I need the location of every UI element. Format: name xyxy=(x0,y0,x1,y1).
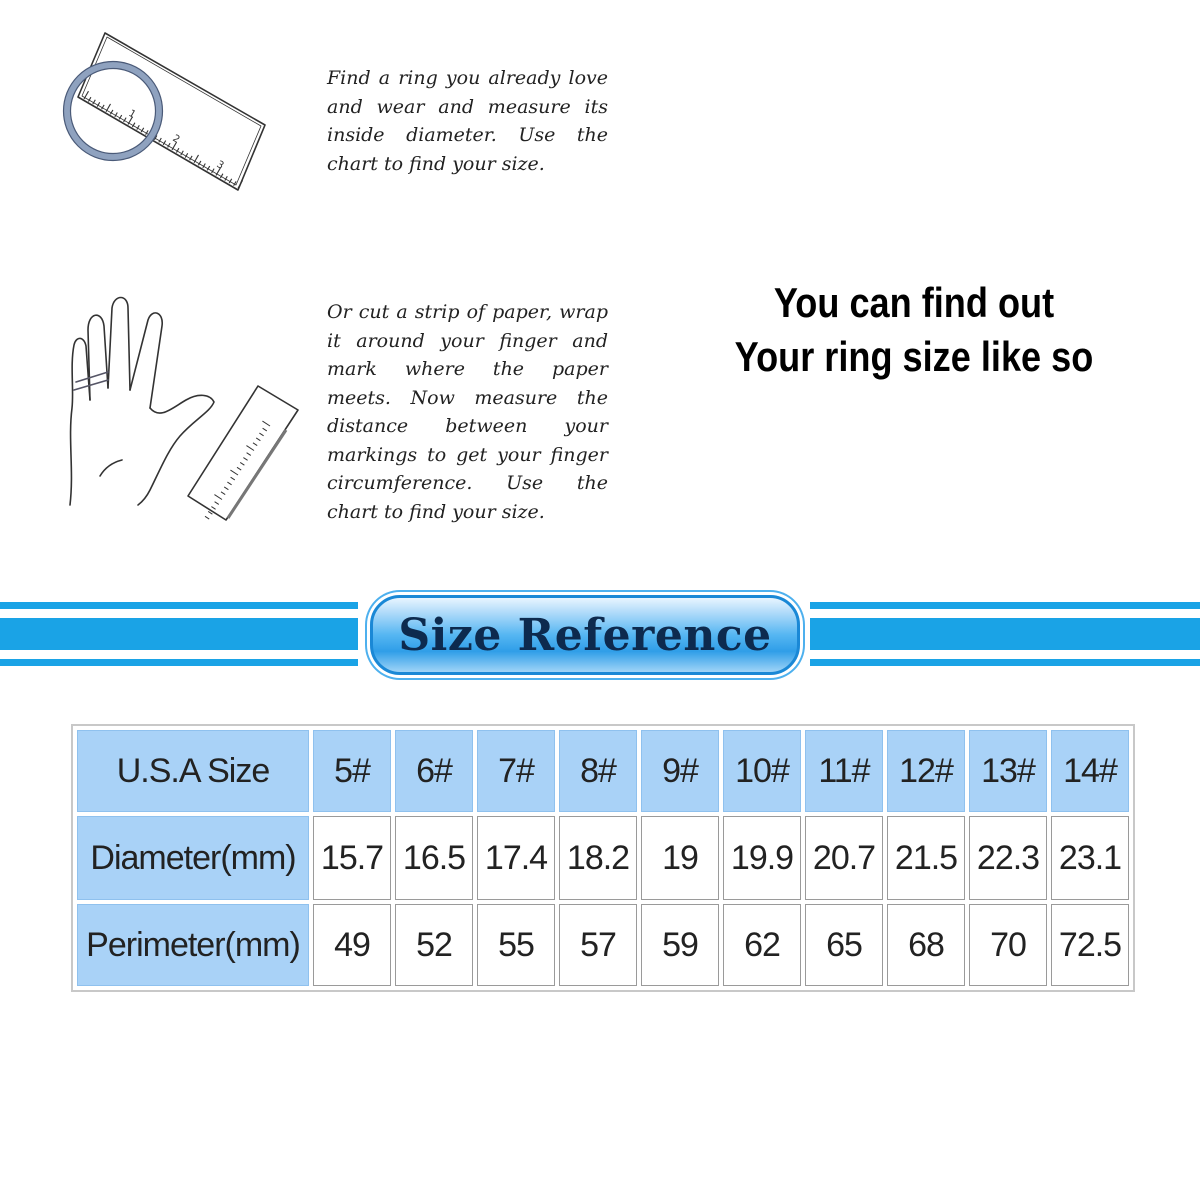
ruler-mark-1: 1 xyxy=(126,108,138,121)
table-cell: 62 xyxy=(723,904,801,986)
size-header-cell: 12# xyxy=(887,730,965,812)
table-cell: 65 xyxy=(805,904,883,986)
size-table xyxy=(71,724,1135,992)
size-reference-banner xyxy=(370,595,800,675)
size-header-cell: 8# xyxy=(559,730,637,812)
table-row xyxy=(77,730,1129,812)
table-row xyxy=(77,816,1129,900)
table-cell: 20.7 xyxy=(805,816,883,900)
size-header-cell: 9# xyxy=(641,730,719,812)
table-cell: 21.5 xyxy=(887,816,965,900)
headline-line-2: Your ring size like so xyxy=(734,333,1094,380)
size-header-cell: 10# xyxy=(723,730,801,812)
headline-line-1: You can find out xyxy=(773,279,1055,326)
size-header-cell: 6# xyxy=(395,730,473,812)
table-cell: 22.3 xyxy=(969,816,1047,900)
size-header-cell: 7# xyxy=(477,730,555,812)
size-reference-title: Size Reference xyxy=(398,609,772,661)
ring-method-text: Find a ring you already love and wear and measure its inside diameter. Use the chart to find your size. xyxy=(327,67,608,175)
table-cell: 55 xyxy=(477,904,555,986)
table-cell: 23.1 xyxy=(1051,816,1129,900)
ring-on-ruler-icon xyxy=(60,25,275,200)
table-cell: 19.9 xyxy=(723,816,801,900)
table-cell: 57 xyxy=(559,904,637,986)
row-label: U.S.A Size xyxy=(77,730,309,812)
ruler-mark-3: 3 xyxy=(214,159,226,172)
headline xyxy=(730,276,1098,384)
table-cell: 49 xyxy=(313,904,391,986)
row-label: Perimeter(mm) xyxy=(77,904,309,986)
table-cell: 18.2 xyxy=(559,816,637,900)
table-cell: 68 xyxy=(887,904,965,986)
size-header-cell: 14# xyxy=(1051,730,1129,812)
size-header-cell: 13# xyxy=(969,730,1047,812)
table-cell: 17.4 xyxy=(477,816,555,900)
table-cell: 70 xyxy=(969,904,1047,986)
table-cell: 52 xyxy=(395,904,473,986)
table-cell: 19 xyxy=(641,816,719,900)
table-row xyxy=(77,904,1129,986)
table-cell: 16.5 xyxy=(395,816,473,900)
size-header-cell: 11# xyxy=(805,730,883,812)
size-header-cell: 5# xyxy=(313,730,391,812)
table-cell: 59 xyxy=(641,904,719,986)
ruler-mark-2: 2 xyxy=(170,133,182,146)
paper-method-text: Or cut a strip of paper, wrap it around your finger and mark where the paper meets. Now measure the distance between your markings to get your finger circumference. Use the chart to find your size. xyxy=(327,301,608,523)
table-cell: 15.7 xyxy=(313,816,391,900)
row-label: Diameter(mm) xyxy=(77,816,309,900)
table-cell: 72.5 xyxy=(1051,904,1129,986)
hand-with-ruler-icon xyxy=(60,290,310,525)
